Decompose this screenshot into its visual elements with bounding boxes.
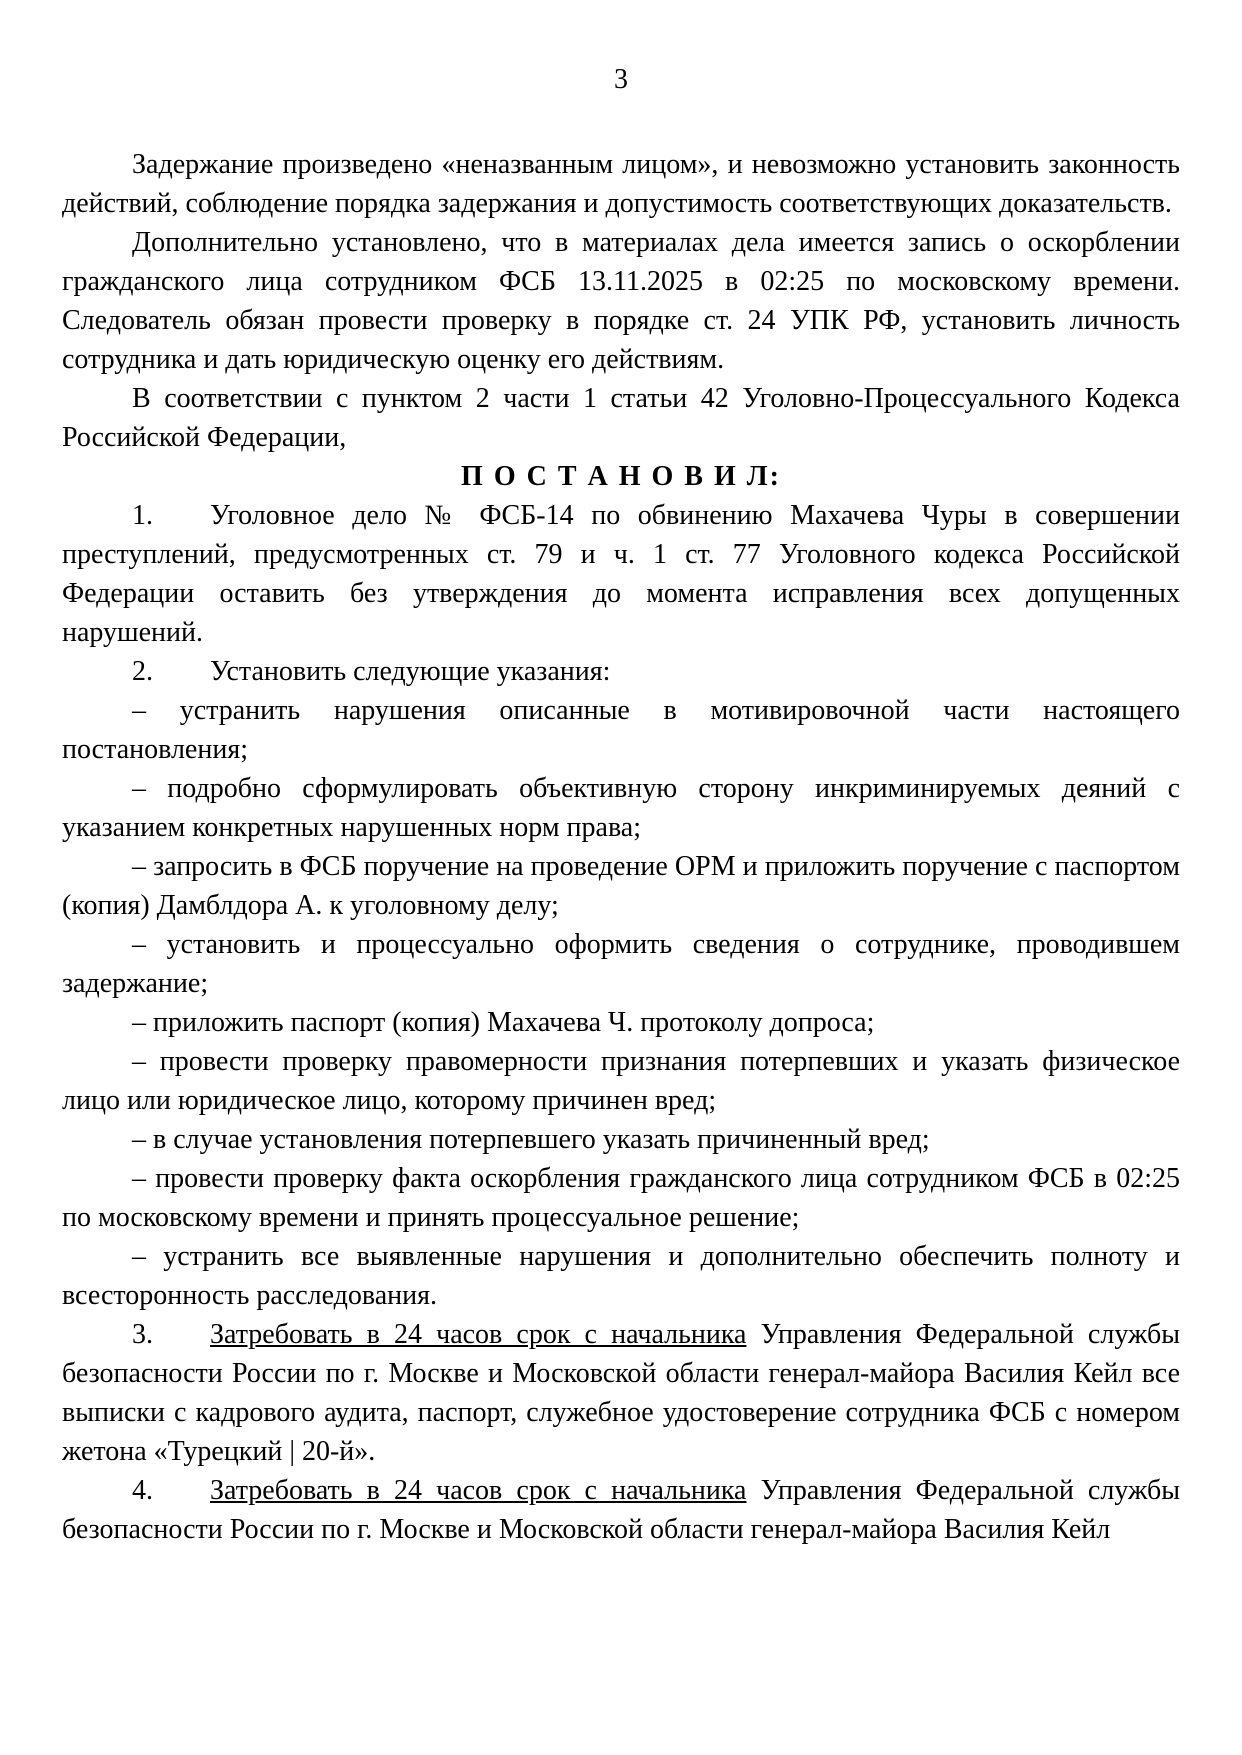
- item-number: 1.: [132, 500, 153, 531]
- resolution-item-4: [62, 1471, 1180, 1549]
- directive-remove-violations: – устранить нарушения описанные в мотивировочной части настоящего постановления;: [62, 695, 1180, 765]
- resolution-item-2: [62, 652, 1180, 691]
- directive-request-fsb-orm: – запросить в ФСБ поручение на проведение ОРМ и приложить поручение с паспортом (копия) Дамблдора А. к уголовному делу;: [62, 851, 1180, 921]
- item-underlined-text: Затребовать в 24 часов срок с начальника: [210, 1475, 747, 1506]
- resolution-item-1: [62, 496, 1180, 652]
- item-text: Установить следующие указания:: [210, 656, 611, 687]
- directive-ensure-completeness: – устранить все выявленные нарушения и дополнительно обеспечить полноту и всесторонность расследования.: [62, 1241, 1180, 1311]
- resolution-item-3: [62, 1315, 1180, 1471]
- directive-attach-passport: – приложить паспорт (копия) Махачева Ч. протоколу допроса;: [132, 1007, 875, 1038]
- paragraph-legal-basis: В соответствии с пунктом 2 части 1 статьи 42 Уголовно-Процессуального Кодекса Российской Федерации,: [62, 383, 1180, 453]
- page-number: 3: [614, 64, 628, 95]
- item-number: 3.: [132, 1319, 153, 1350]
- item-number: 4.: [132, 1475, 153, 1506]
- paragraph-additional-findings: Дополнительно установлено, что в материалах дела имеется запись о оскорблении гражданского лица сотрудником ФСБ 13.11.2025 в 02:25 по московскому времени. Следователь обязан провести проверку в порядке ст. 24 УПК РФ, установить личность сотрудника и дать юридическую оценку его действиям.: [62, 227, 1180, 375]
- item-text: Управления Федеральной службы безопасности России по г. Москве и Московской области генерал-майора Василия Кейл все выписки с кадрового аудита, паспорт, служебное удостоверение сотрудника ФСБ с номером жетона «Турецкий | 20-й».: [62, 1319, 1181, 1467]
- directive-verify-insult: – провести проверку факта оскорбления гражданского лица сотрудником ФСБ в 02:25 по московскому времени и принять процессуальное решение;: [62, 1163, 1180, 1233]
- item-text: Управления Федеральной службы безопасности России по г. Москве и Московской области генерал-майора Василия Кейл: [62, 1475, 1181, 1545]
- resolution-heading: П О С Т А Н О В И Л:: [461, 461, 781, 492]
- directive-verify-victims: – провести проверку правомерности признания потерпевших и указать физическое лицо или юридическое лицо, которому причинен вред;: [62, 1046, 1180, 1116]
- directive-identify-officer: – установить и процессуально оформить сведения о сотруднике, проводившем задержание;: [62, 929, 1180, 999]
- item-number: 2.: [132, 656, 153, 687]
- directive-specify-damage: – в случае установления потерпевшего указать причиненный вред;: [132, 1124, 930, 1155]
- paragraph-detention: Задержание произведено «неназванным лицом», и невозможно установить законность действий, соблюдение порядка задержания и допустимость соответствующих доказательств.: [62, 149, 1180, 219]
- item-text: Уголовное дело № ФСБ-14 по обвинению Махачева Чуры в совершении преступлений, предусмотренных ст. 79 и ч. 1 ст. 77 Уголовного кодекса Российской Федерации оставить без утверждения до момента исправления всех допущенных нарушений.: [62, 500, 1180, 648]
- item-underlined-text: Затребовать в 24 часов срок с начальника: [210, 1319, 747, 1350]
- directive-formulate-objective-side: – подробно сформулировать объективную сторону инкриминируемых деяний с указанием конкретных нарушенных норм права;: [62, 773, 1180, 843]
